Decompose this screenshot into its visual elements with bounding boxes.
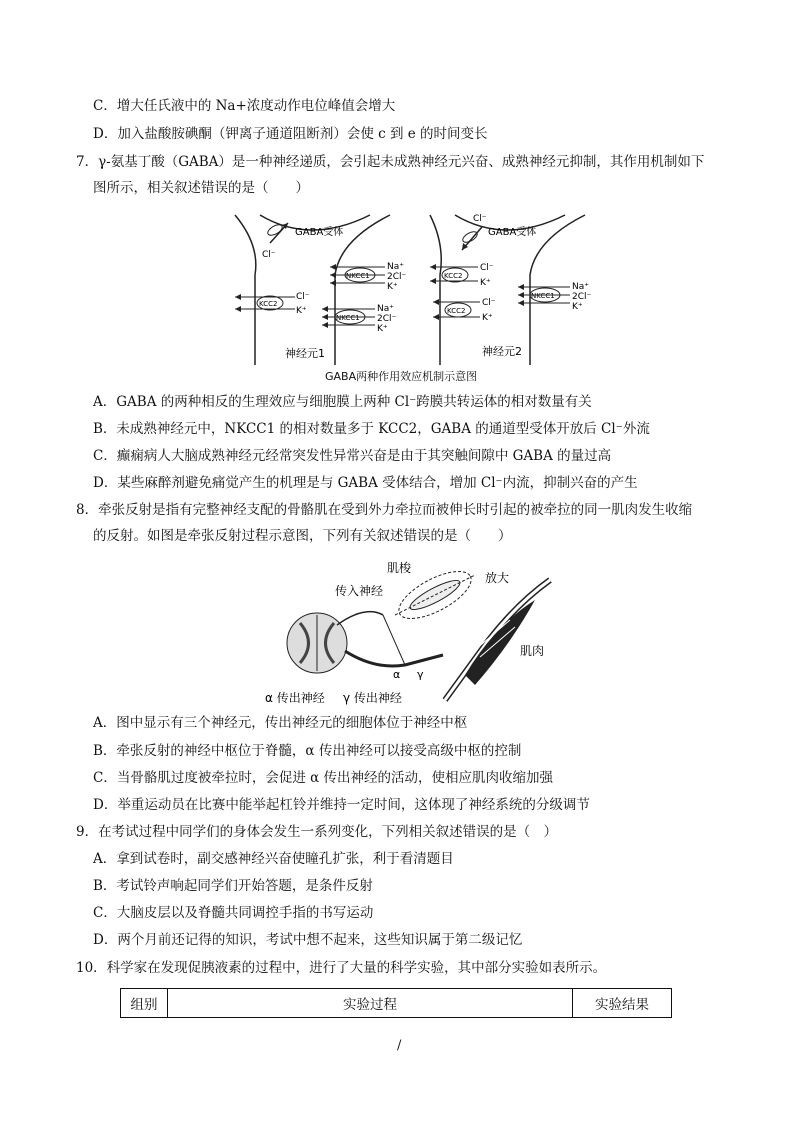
q7-option-d: D．某些麻醉剂避免痛觉产生的机理是与 GABA 受体结合，增加 Cl⁻内流，抑制兴奋的产生 [93, 475, 638, 491]
fig8-enlarge-label: 放大 [485, 571, 510, 585]
q8-option-d: D．举重运动员在比赛中能举起杠铃并维持一定时间，这体现了神经系统的分级调节 [93, 797, 590, 813]
fig7-neuron2-label: 神经元2 [482, 345, 522, 358]
q7-stem-2: 图所示，相关叙述错误的是（ ） [93, 180, 309, 196]
table-header-row [121, 989, 672, 1018]
fig7-cl-label-4: Cl⁻ [480, 263, 494, 273]
fig7-2cl-label-3: 2Cl⁻ [572, 292, 592, 302]
fig7-receptor-label-2: GABA受体 [488, 227, 537, 238]
fig7-k-label-5: K⁺ [482, 313, 493, 323]
q8-stem-2: 的反射。如图是牵张反射过程示意图，下列有关叙述错误的是（ ） [93, 528, 512, 544]
fig7-cl-label-1: Cl⁻ [262, 250, 276, 260]
q10-stem: 10．科学家在发现促胰液素的过程中，进行了大量的科学实验，其中部分实验如表所示。 [76, 960, 607, 976]
table-header-cell: 实验结果 [573, 989, 672, 1018]
page-number: / [397, 1038, 402, 1053]
fig7-k-label-1: K⁺ [296, 306, 307, 316]
fig8-gamma-label: γ [417, 668, 424, 681]
q8-stem-1: 8．牵张反射是指有完整神经支配的骨骼肌在受到外力牵拉而被伸长时引起的被牵拉的同一肌肉发生收缩 [76, 502, 693, 518]
q8-option-c: C．当骨骼肌过度被牵拉时，会促进 α 传出神经的活动，使相应肌肉收缩加强 [93, 770, 554, 786]
fig7-kcc2-label-2: KCC2 [444, 272, 463, 280]
fig7-neuron1-label: 神经元1 [285, 347, 325, 360]
q7-option-a: A．GABA 的两种相反的生理效应与细胞膜上两种 Cl⁻跨膜共转运体的相对数量有关 [93, 394, 592, 410]
fig8-afferent-label: 传入神经 [335, 584, 384, 598]
fig7-k-label-2: K⁺ [387, 282, 398, 292]
q6-option-d: D．加入盐酸胺碘酮（钾离子通道阻断剂）会使 c 到 e 的时间变长 [93, 126, 488, 142]
stretch-reflex-figure [265, 555, 565, 707]
fig7-caption: GABA两种作用效应机制示意图 [325, 370, 478, 383]
fig7-na-label-1: Na⁺ [387, 262, 404, 272]
fig7-receptor-label-1: GABA受体 [295, 227, 344, 238]
q9-stem: 9．在考试过程中同学们的身体会发生一系列变化，下列相关叙述错误的是（ ） [76, 824, 558, 840]
fig7-nkcc1-label-3: NKCC1 [531, 292, 555, 300]
q8-option-a: A．图中显示有三个神经元，传出神经元的细胞体位于神经中枢 [93, 715, 468, 731]
fig8-alpha-out-label: α 传出神经 [265, 691, 325, 705]
fig7-k-label-4: K⁺ [480, 278, 491, 288]
fig7-cl-label-3: Cl⁻ [473, 214, 487, 224]
table-header-cell: 实验过程 [168, 989, 573, 1018]
fig7-2cl-label-1: 2Cl⁻ [387, 272, 407, 282]
q7-stem-1: 7．γ-氨基丁酸（GABA）是一种神经递质，会引起未成熟神经元兴奋、成熟神经元抑制，其作用机制如下 [76, 154, 705, 170]
q9-option-a: A．拿到试卷时，副交感神经兴奋使瞳孔扩张，利于看清题目 [93, 851, 454, 867]
q9-option-c: C．大脑皮层以及脊髓共同调控手指的书写运动 [93, 905, 374, 921]
fig8-gamma-out-label: γ 传出神经 [343, 691, 402, 705]
table-header-cell: 组别 [121, 989, 168, 1018]
gaba-figure [230, 205, 600, 380]
fig8-alpha-label: α [393, 668, 401, 681]
fig7-k-label-6: K⁺ [572, 302, 583, 312]
q7-option-b: B．未成熟神经元中，NKCC1 的相对数量多于 KCC2，GABA 的通道型受体开放后 Cl⁻外流 [93, 421, 650, 437]
q9-option-d: D．两个月前还记得的知识，考试中想不起来，这些知识属于第二级记忆 [93, 932, 523, 948]
fig7-k-label-3: K⁺ [377, 324, 388, 334]
fig8-muscle-label: 肌肉 [520, 644, 545, 658]
fig7-cl-label-2: Cl⁻ [296, 292, 310, 302]
fig7-2cl-label-2: 2Cl⁻ [377, 314, 397, 324]
fig7-kcc2-label-3: KCC2 [447, 307, 466, 315]
q9-option-b: B．考试铃声响起同学们开始答题，是条件反射 [93, 878, 373, 894]
q8-option-b: B．牵张反射的神经中枢位于脊髓，α 传出神经可以接受高级中枢的控制 [93, 743, 522, 759]
fig7-kcc2-label-1: KCC2 [259, 300, 278, 308]
q7-option-c: C．癫痫病人大脑成熟神经元经常突发性异常兴奋是由于其突触间隙中 GABA 的量过高 [93, 448, 612, 464]
fig7-na-label-3: Na⁺ [572, 282, 589, 292]
fig7-nkcc1-label-2: NKCC1 [336, 314, 360, 322]
fig7-cl-label-5: Cl⁻ [482, 298, 496, 308]
fig8-spindle-label: 肌梭 [387, 561, 412, 575]
experiment-table [120, 988, 672, 1018]
fig7-nkcc1-label-1: NKCC1 [346, 272, 370, 280]
q6-option-c: C．增大任氏液中的 Na+浓度动作电位峰值会增大 [93, 98, 396, 114]
fig7-na-label-2: Na⁺ [377, 304, 394, 314]
